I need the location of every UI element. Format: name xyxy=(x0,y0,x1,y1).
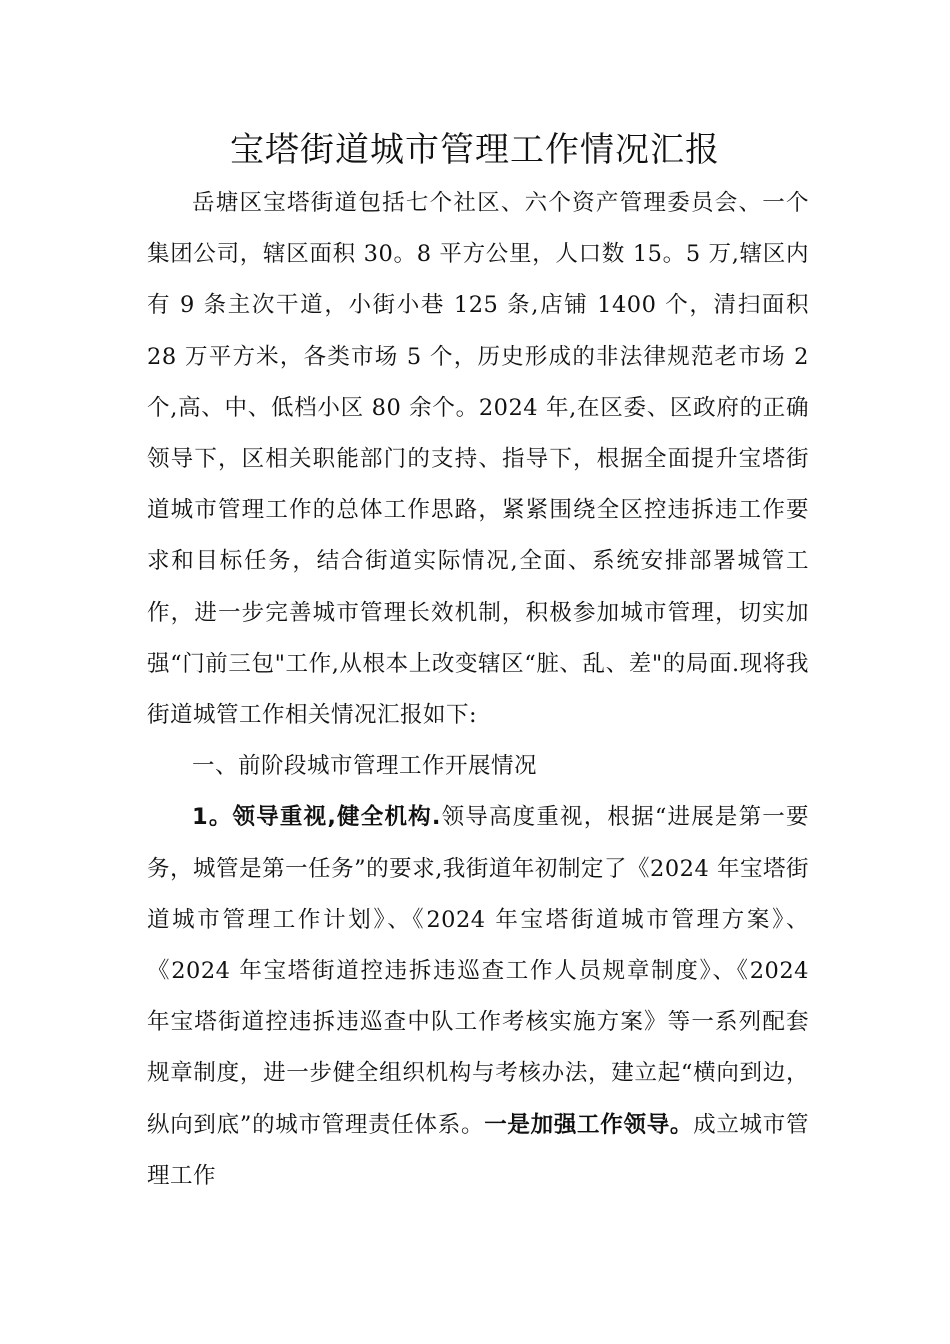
item-1-paragraph xyxy=(147,792,809,1202)
item-1-sub-lead: 一是加强工作领导。 xyxy=(484,1111,694,1138)
intro-paragraph: 岳塘区宝塔街道包括七个社区、六个资产管理委员会、一个集团公司，辖区面积 30。8 平方公里，人口数 15。5 万,辖区内有 9 条主次干道，小街小巷 125 条,店铺 1400 个，清扫面积 28 万平方米，各类市场 5 个，历史形成的非法律规范老市场 2 个,高、中、低档小区 80 余个。2024 年,在区委、区政府的正确领导下，区相关职能部门的支持、指导下，根据全面提升宝塔街道城市管理工作的总体工作思路，紧紧围绕全区控违拆违工作要求和目标任务，结合街道实际情况,全面、系统安排部署城管工作，进一步完善城市管理长效机制，积极参加城市管理，切实加强“门前三包"工作,从根本上改变辖区“脏、乱、差"的局面.现将我街道城管工作相关情况汇报如下: xyxy=(147,190,809,729)
item-1-text: 领导高度重视，根据“进展是第一要务，城管是第一任务”的要求,我街道年初制定了《2024 年宝塔街道城市管理工作计划》、《2024 年宝塔街道城市管理方案》、《2024 年宝塔街道控违拆违巡查工作人员规章制度》、《2024 年宝塔街道控违拆违巡查中队工作考核实施方案》等一系列配套规章制度，进一步健全组织机构与考核办法，建立起“横向到边，纵向到底”的城市管理责任体系。 xyxy=(147,804,809,1138)
document-title: 宝塔街道城市管理工作情况汇报 xyxy=(230,130,720,170)
document-body xyxy=(147,178,809,1202)
item-1-sub-text: 成立城市管理工作 xyxy=(147,1111,809,1189)
item-1-lead: 1。领导重视,健全机构. xyxy=(192,804,441,831)
section-heading: 一、前阶段城市管理工作开展情况 xyxy=(192,753,538,780)
